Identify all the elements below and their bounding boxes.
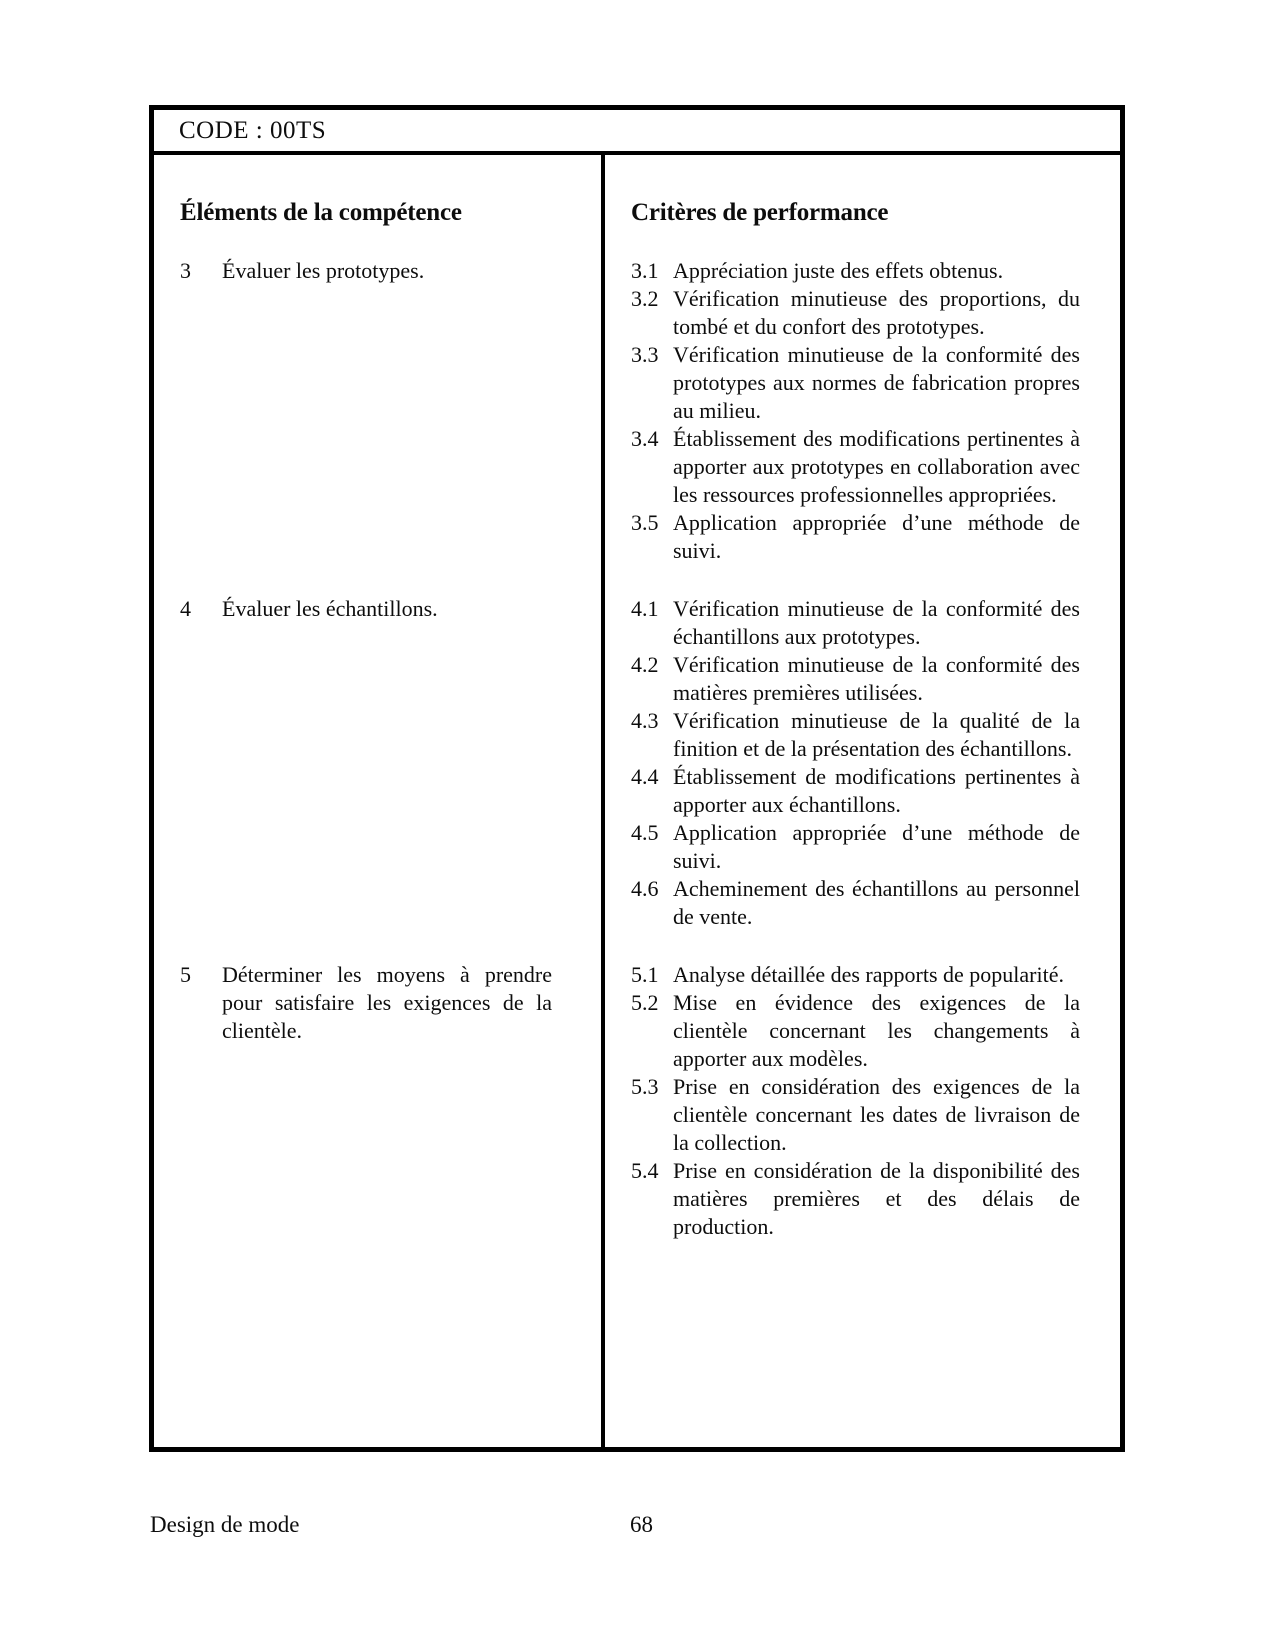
element-cell [154,257,605,565]
criterion-item [631,961,1080,989]
competency-table [149,105,1125,1452]
criterion-number: 5.4 [631,1158,659,1183]
criterion-text: Établissement des modifications pertinentes à apporter aux prototypes en collaboration avec les ressources professionnelles appropriées. [673,426,1080,507]
criterion-text: Mise en évidence des exigences de la clientèle concernant les changements à apporter aux modèles. [673,990,1080,1071]
footer-doc-title: Design de mode [150,1512,300,1537]
criterion-item [631,509,1080,565]
competency-group-4 [154,595,1120,931]
criterion-text: Vérification minutieuse de la qualité de la finition et de la présentation des échantillons. [673,708,1080,761]
column-headers-row [154,155,1120,227]
criterion-item [631,1157,1080,1241]
element-number: 4 [180,596,191,621]
element-number: 3 [180,258,191,283]
criterion-item [631,875,1080,931]
criterion-number: 3.3 [631,342,659,367]
criterion-item [631,1073,1080,1157]
element-item [180,595,552,623]
criterion-item [631,819,1080,875]
criterion-text: Appréciation juste des effets obtenus. [673,258,1004,283]
criterion-number: 4.5 [631,820,659,845]
criterion-item [631,707,1080,763]
element-text: Déterminer les moyens à prendre pour satisfaire les exigences de la clientèle. [222,962,552,1043]
right-header-cell [605,199,1120,227]
criterion-item [631,257,1080,285]
element-item [180,257,552,285]
criterion-number: 3.2 [631,286,659,311]
column-divider [601,155,605,1447]
criterion-text: Application appropriée d’une méthode de suivi. [673,510,1080,563]
criterion-text: Prise en considération des exigences de la clientèle concernant les dates de livraison de la collection. [673,1074,1080,1155]
left-column-header: Éléments de la compétence [180,199,462,226]
criterion-text: Vérification minutieuse de la conformité des matières premières utilisées. [673,652,1080,705]
criterion-number: 4.6 [631,876,659,901]
criterion-number: 3.5 [631,510,659,535]
criterion-number: 4.4 [631,764,659,789]
element-text: Évaluer les échantillons. [222,596,438,621]
code-header-row [154,110,1120,155]
element-cell [154,961,605,1241]
criterion-text: Acheminement des échantillons au personnel de vente. [673,876,1080,929]
criterion-number: 4.3 [631,708,659,733]
criterion-number: 5.3 [631,1074,659,1099]
criterion-item [631,425,1080,509]
criterion-number: 4.1 [631,596,659,621]
element-number: 5 [180,962,191,987]
criterion-item [631,285,1080,341]
footer-page-number: 68 [630,1512,653,1537]
criteria-cell [605,595,1120,931]
competency-group-3 [154,257,1120,565]
element-item [180,961,552,1045]
criterion-number: 3.1 [631,258,659,283]
criterion-number: 5.2 [631,990,659,1015]
element-cell [154,595,605,931]
code-label: CODE : 00TS [179,116,327,144]
criterion-text: Application appropriée d’une méthode de suivi. [673,820,1080,873]
criterion-text: Vérification minutieuse des proportions, du tombé et du confort des prototypes. [673,286,1080,339]
criterion-text: Établissement de modifications pertinentes à apporter aux échantillons. [673,764,1080,817]
criterion-item [631,595,1080,651]
criterion-item [631,651,1080,707]
left-header-cell [154,199,605,227]
criterion-text: Vérification minutieuse de la conformité des échantillons aux prototypes. [673,596,1080,649]
criteria-cell [605,961,1120,1241]
element-text: Évaluer les prototypes. [222,258,425,283]
criterion-text: Analyse détaillée des rapports de popularité. [673,962,1064,987]
table-body [154,155,1120,1447]
criterion-number: 3.4 [631,426,659,451]
criterion-number: 5.1 [631,962,659,987]
criterion-item [631,341,1080,425]
criterion-number: 4.2 [631,652,659,677]
criterion-item [631,763,1080,819]
criteria-cell [605,257,1120,565]
criterion-item [631,989,1080,1073]
criterion-text: Vérification minutieuse de la conformité des prototypes aux normes de fabrication propres au milieu. [673,342,1080,423]
right-column-header: Critères de performance [631,199,889,226]
criterion-text: Prise en considération de la disponibilité des matières premières et des délais de production. [673,1158,1080,1239]
competency-group-5 [154,961,1120,1241]
